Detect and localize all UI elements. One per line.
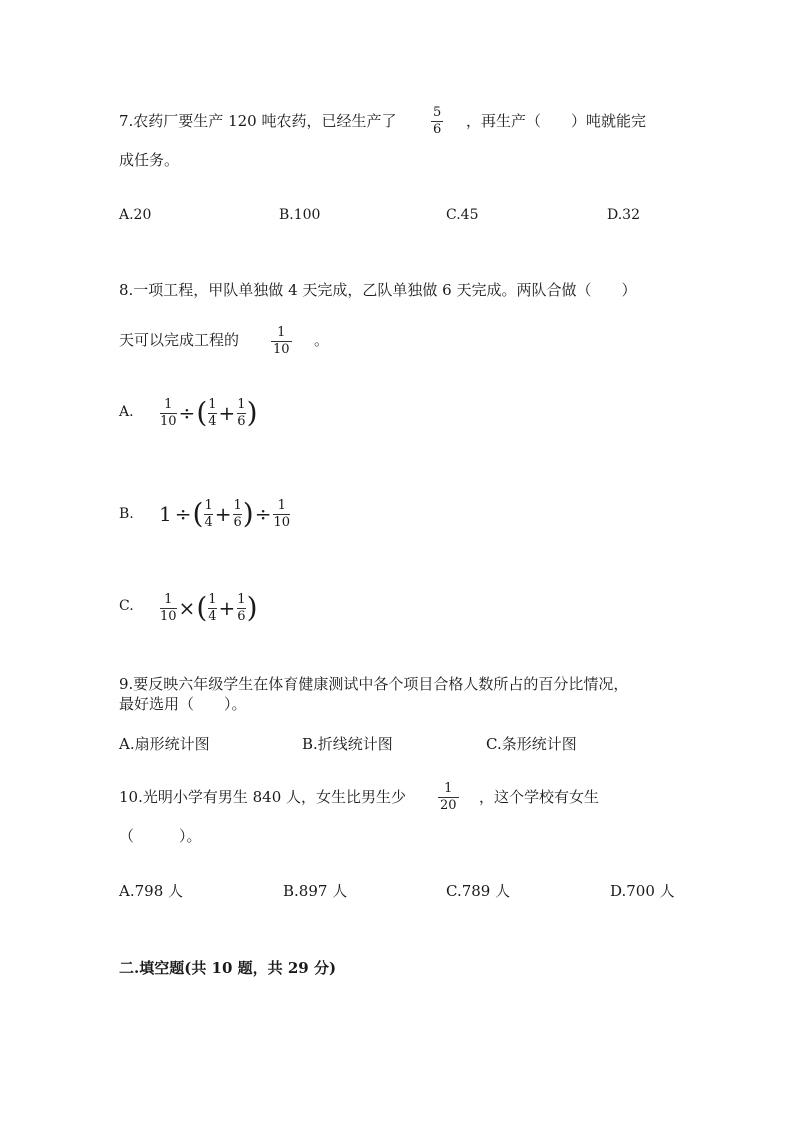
q10-text-after: ，这个学校有女生 [479,788,600,806]
fraction: 1 6 [237,591,246,624]
left-paren: ( [192,497,204,530]
q8-option-c-expression [159,591,258,625]
right-paren: ) [242,497,254,530]
divide-operator: ÷ [174,502,192,526]
q10-fraction-denominator: 20 [440,798,457,813]
q7-fraction-denominator: 6 [433,122,442,137]
left-paren: ( [196,591,208,624]
q7-fraction-numerator: 5 [433,105,442,120]
q7-option-a: A.20 [119,207,152,223]
q8-option-b-expression [159,497,291,531]
plus-operator: + [218,401,236,425]
q8-text-line1: 8.一项工程，甲队单独做 4 天完成，乙队单独做 6 天完成。两队合做（ ） [119,281,637,299]
fraction: 1 4 [208,591,217,624]
q7-option-d: D.32 [607,207,640,223]
left-paren: ( [196,396,208,429]
fraction: 1 10 [160,396,177,429]
section-title: 二.填空题(共 10 题，共 29 分) [119,959,337,977]
q8-fraction [271,326,292,357]
q7-option-c: C.45 [446,207,479,223]
q8-option-a-label: A. [119,404,134,420]
q9-option-a: A.扇形统计图 [119,735,210,753]
q8-option-a-expression [159,396,258,430]
leading-number: 1 [159,502,172,526]
q8-fraction-denominator: 10 [273,342,290,357]
divide-operator: ÷ [178,401,196,425]
q10-text-line2: （ ）。 [119,827,202,845]
q7-text-after: ，再生产（ ）吨就能完 [466,112,647,130]
q8-option-b-label: B. [119,506,134,522]
q10-option-b: B.897 人 [283,882,348,900]
q9-option-c: C.条形统计图 [486,735,577,753]
multiply-operator: × [178,596,196,620]
q10-option-d: D.700 人 [610,882,675,900]
right-paren: ) [246,591,258,624]
q9-option-b: B.折线统计图 [302,735,393,753]
q7-text-line2: 成任务。 [119,151,180,169]
q9-text-line2: 最好选用（ ）。 [119,695,247,713]
q8-text-line2-after: 。 [314,331,330,349]
fraction: 1 10 [160,591,177,624]
plus-operator: + [214,502,232,526]
q7-fraction [431,106,443,137]
fraction: 1 4 [204,497,213,530]
fraction: 1 6 [237,396,246,429]
q8-text-line2-before: 天可以完成工程的 [119,331,240,349]
fraction: 1 4 [208,396,217,429]
q10-fraction [438,782,459,813]
q7-text-before: 7.农药厂要生产 120 吨农药，已经生产了 [119,112,397,130]
q7-option-b: B.100 [279,207,321,223]
q9-text-line1: 9.要反映六年级学生在体育健康测试中各个项目合格人数所占的百分比情况， [119,675,629,693]
fraction: 1 10 [273,497,291,530]
q10-option-c: C.789 人 [446,882,511,900]
q8-fraction-numerator: 1 [277,325,286,340]
q10-text-before: 10.光明小学有男生 840 人，女生比男生少 [119,788,407,806]
right-paren: ) [246,396,258,429]
q10-option-a: A.798 人 [119,882,183,900]
divide-operator: ÷ [254,502,272,526]
q8-option-c-label: C. [119,598,134,614]
fraction: 1 6 [233,497,242,530]
q10-fraction-numerator: 1 [444,781,453,796]
plus-operator: + [218,596,236,620]
